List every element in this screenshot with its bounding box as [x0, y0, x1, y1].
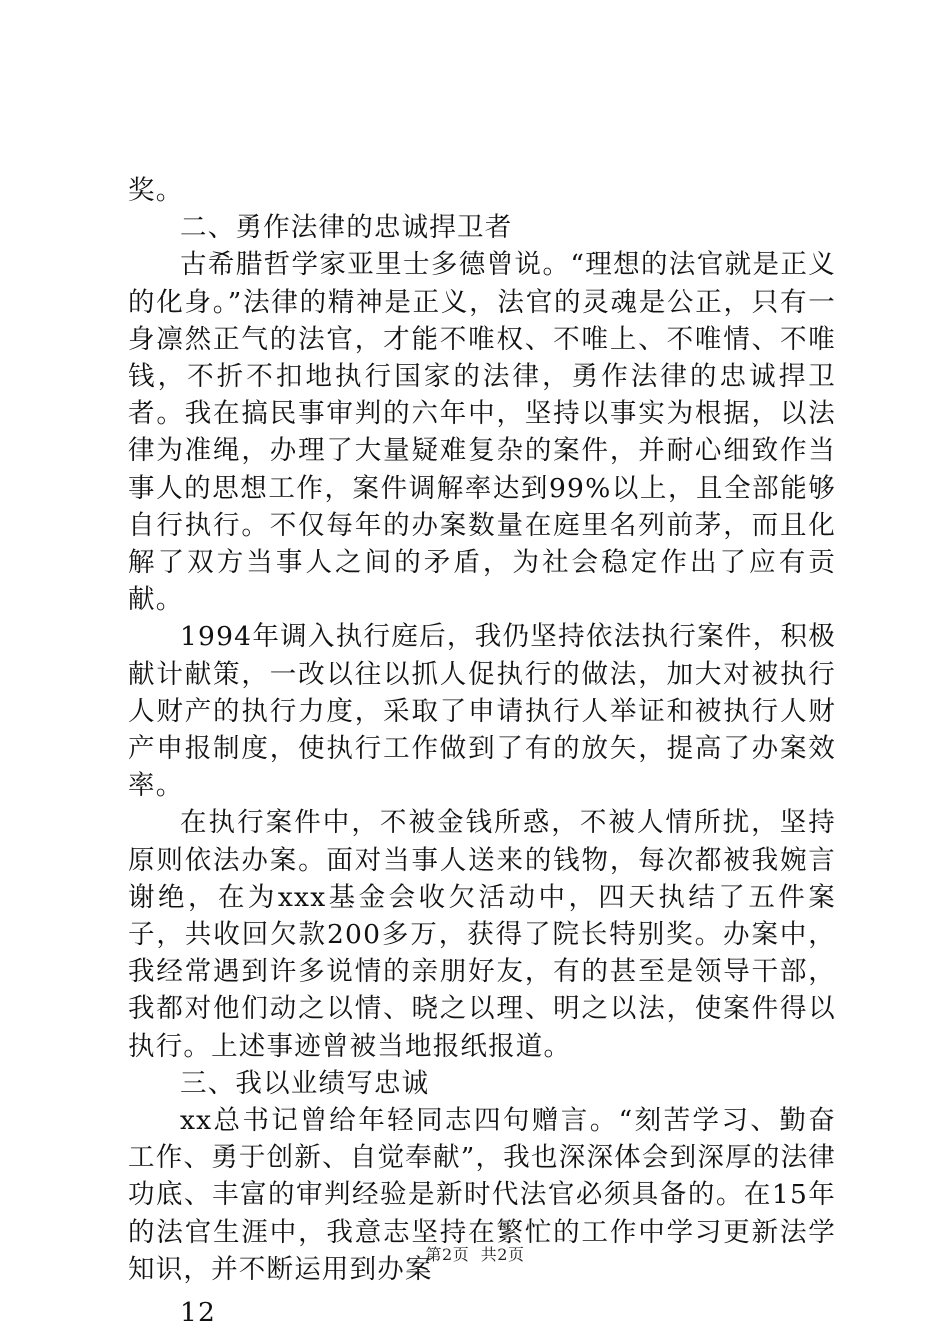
document-body — [128, 172, 836, 1331]
paragraph-execution-court: 1994年调入执行庭后，我仍坚持依法执行案件，积极献计献策，一改以往以抓人促执行的做法，加大对被执行人财产的执行力度，采取了申请执行人举证和被执行人财产申报制度，使执行工作做到了有的放矢，提高了办案效率。 — [128, 621, 836, 802]
paragraph-integrity: 在执行案件中，不被金钱所惑，不被人情所扰，坚持原则依法办案。面对当事人送来的钱物，每次都被我婉言谢绝，在为xxx基金会收欠活动中，四天执结了五件案子，共收回欠款200多万，获得了院长特别奖。办案中，我经常遇到许多说情的亲朋好友，有的甚至是领导干部，我都对他们动之以情、晓之以理、明之以法，使案件得以执行。上述事迹曾被当地报纸报道。 — [128, 807, 836, 1062]
paragraph-continuation: 奖。 — [128, 175, 184, 206]
current-page-label: 第2页 — [425, 1245, 470, 1264]
section-heading-three: 三、我以业绩写忠诚 — [180, 1067, 430, 1099]
total-pages-label: 共2页 — [480, 1245, 525, 1264]
paragraph-trailing-number: 12 — [180, 1297, 217, 1329]
page-footer — [0, 1242, 950, 1265]
paragraph-learning: xx总书记曾给年轻同志四句赠言。“刻苦学习、勤奋工作、勇于创新、自觉奉献”，我也深深体会到深厚的法律功底、丰富的审判经验是新时代法官必须具备的。在15年的法官生涯中，我意志坚持在繁忙的工作中学习更新法学知识，并不断运用到办案 — [128, 1105, 836, 1285]
section-heading-two: 二、勇作法律的忠诚捍卫者 — [180, 212, 513, 244]
paragraph-justice: 古希腊哲学家亚里士多德曾说。“理想的法官就是正义的化身。”法律的精神是正义，法官的灵魂是公正，只有一身凛然正气的法官，才能不唯权、不唯上、不唯情、不唯钱，不折不扣地执行国家的法律，勇作法律的忠诚捍卫者。我在搞民事审判的六年中，坚持以事实为根据，以法律为准绳，办理了大量疑难复杂的案件，并耐心细致作当事人的思想工作，案件调解率达到99%以上，且全部能够自行执行。不仅每年的办案数量在庭里名列前茅，而且化解了双方当事人之间的矛盾，为社会稳定作出了应有贡献。 — [128, 249, 836, 616]
